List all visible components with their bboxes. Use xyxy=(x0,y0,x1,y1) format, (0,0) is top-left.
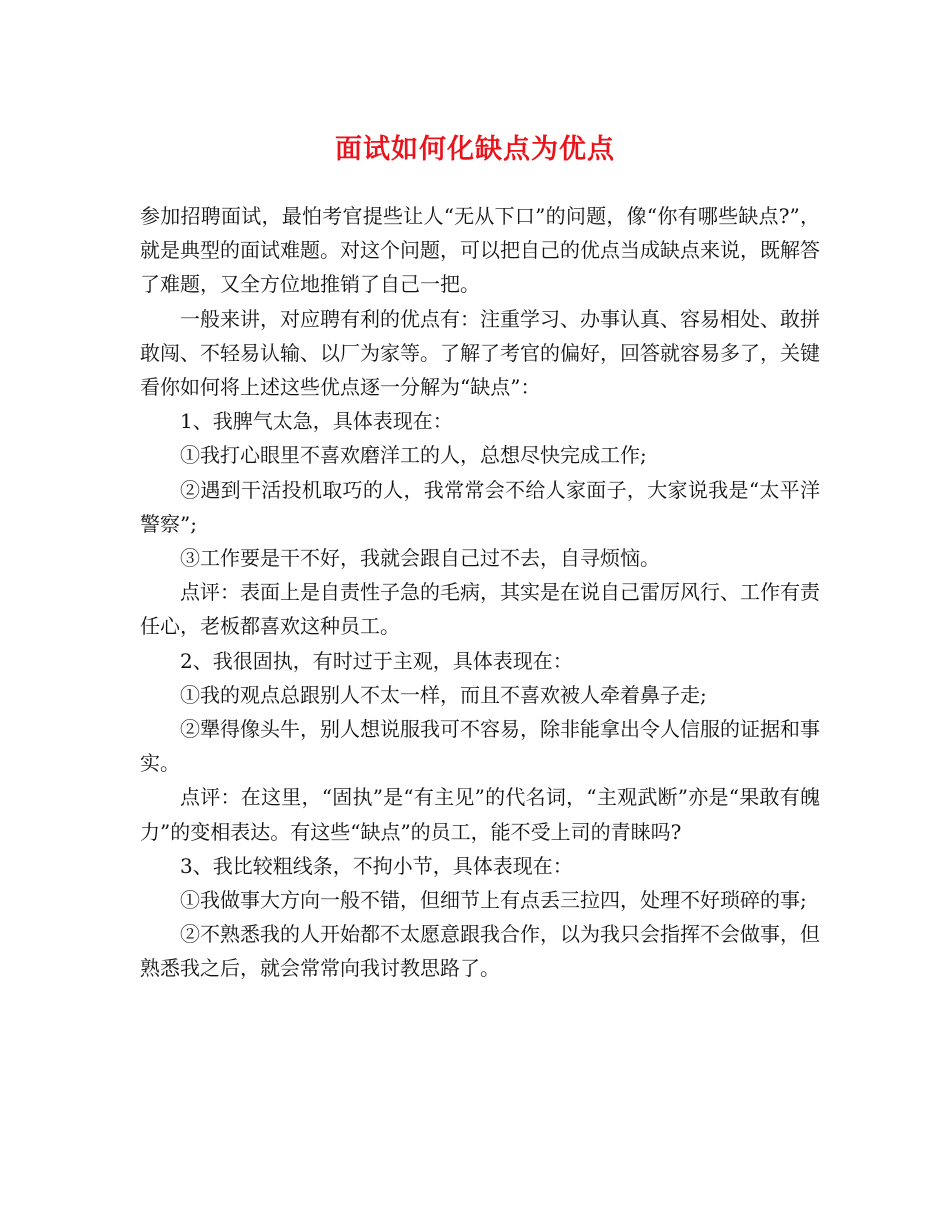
point-3-item-1: ①我做事大方向一般不错，但细节上有点丢三拉四，处理不好琐碎的事; xyxy=(180,888,807,913)
document-title: 面试如何化缺点为优点 xyxy=(335,134,615,165)
point-1-item-1: ①我打心眼里不喜欢磨洋工的人，总想尽快完成工作; xyxy=(180,443,647,468)
document-body xyxy=(140,199,820,986)
paragraph-intro: 参加招聘面试，最怕考官提些让人“无从下口”的问题，像“你有哪些缺点?”，就是典型的面试难题。对这个问题，可以把自己的优点当成缺点来说，既解答了难题，又全方位地推销了自己一把。 xyxy=(140,204,820,297)
point-2-heading: 2、我很固执，有时过于主观，具体表现在： xyxy=(180,648,573,673)
point-3-item-2: ②不熟悉我的人开始都不太愿意跟我合作，以为我只会指挥不会做事，但熟悉我之后，就会常常向我讨教思路了。 xyxy=(140,922,820,981)
point-1-item-3: ③工作要是干不好，我就会跟自己过不去，自寻烦恼。 xyxy=(180,546,660,571)
point-2-item-2: ②犟得像头牛，别人想说服我可不容易，除非能拿出令人信服的证据和事实。 xyxy=(140,717,820,776)
point-2-comment: 点评：在这里，“固执”是“有主见”的代名词，“主观武断”亦是“果敢有魄力”的变相表达。有这些“缺点”的员工，能不受上司的青睐吗? xyxy=(140,785,820,844)
point-1-item-2: ②遇到干活投机取巧的人，我常常会不给人家面子，大家说我是“太平洋警察”; xyxy=(140,477,820,536)
point-2-item-1: ①我的观点总跟别人不太一样，而且不喜欢被人牵着鼻子走; xyxy=(180,682,707,707)
point-1-comment: 点评：表面上是自责性子急的毛病，其实是在说自己雷厉风行、工作有责任心，老板都喜欢这种员工。 xyxy=(140,580,820,639)
point-1-heading: 1、我脾气太急，具体表现在： xyxy=(180,409,453,434)
point-3-heading: 3、我比较粗线条，不拘小节，具体表现在： xyxy=(180,853,573,878)
paragraph-overview: 一般来讲，对应聘有利的优点有：注重学习、办事认真、容易相处、敢拼敢闯、不轻易认输、以厂为家等。了解了考官的偏好，回答就容易多了，关键看你如何将上述这些优点逐一分解为“缺点”： xyxy=(140,306,820,400)
